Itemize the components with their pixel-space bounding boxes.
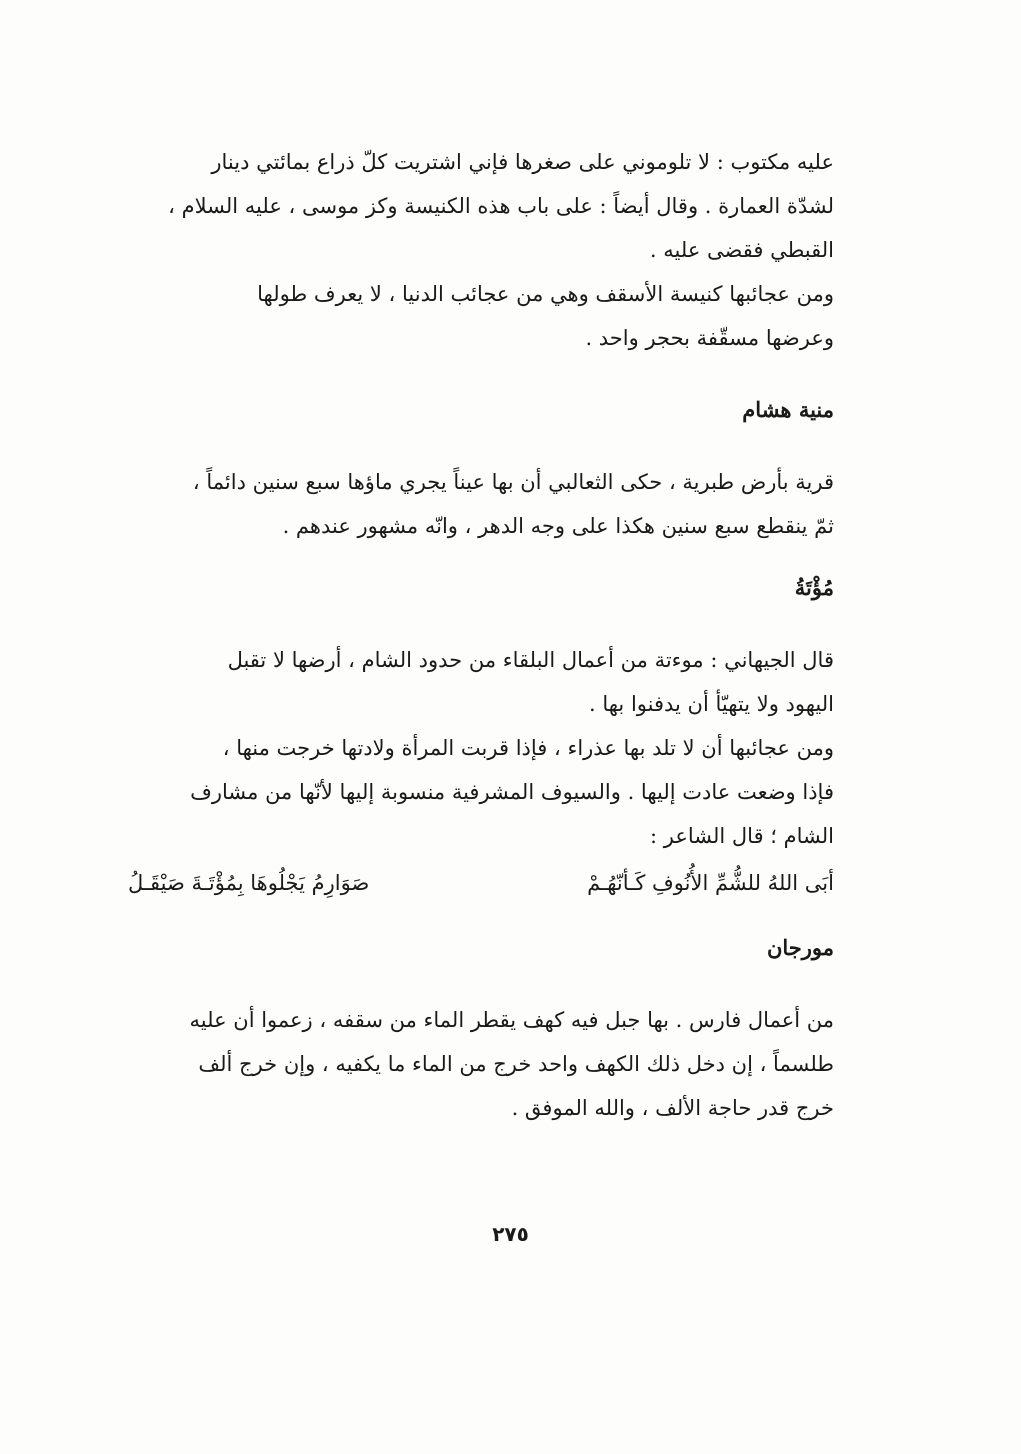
poetry-verse	[128, 858, 834, 908]
paragraph	[128, 726, 834, 858]
text-line: اليهود ولا يتهيّأ أن يدفنوا بها .	[589, 692, 834, 716]
text-line: ومن عجائبها كنيسة الأسقف وهي من عجائب الدنيا ، لا يعرف طولها	[257, 282, 834, 306]
page-body	[128, 140, 834, 1130]
section-heading: منية هشام	[742, 397, 834, 422]
paragraph	[128, 460, 834, 548]
verse-first-hemistich: أبَى اللهُ للشُّمِّ الأُنُوفِ كَـأنّهُـمْ	[587, 871, 834, 895]
paragraph	[128, 638, 834, 726]
text-line: ومن عجائبها أن لا تلد بها عذراء ، فإذا قربت المرأة ولادتها خرجت منها ،	[222, 736, 834, 760]
text-line: وعرضها مسقّفة بحجر واحد .	[585, 326, 834, 350]
text-line: عليه مكتوب : لا تلوموني على صغرها فإني اشتريت كلّ ذراع بمائتي دينار	[211, 150, 834, 174]
text-line: قرية بأرض طبرية ، حكى الثعالبي أن بها عيناً يجري ماؤها سبع سنين دائماً ،	[192, 470, 834, 494]
verse-second-hemistich: صَوَارِمُ يَجْلُوهَا بِمُؤْتَـةَ صَيْقَـلُ	[128, 871, 370, 895]
page-number: ٢٧٥	[492, 1222, 529, 1246]
text-line: قال الجيهاني : موءتة من أعمال البلقاء من حدود الشام ، أرضها لا تقبل	[227, 648, 834, 672]
section-heading: مورجان	[766, 935, 834, 960]
section-heading: مُؤْتَةُ	[794, 575, 834, 600]
text-line: ثمّ ينقطع سبع سنين هكذا على وجه الدهر ، وانّه مشهور عندهم .	[282, 514, 834, 538]
text-line: الشام ؛ قال الشاعر :	[650, 824, 834, 848]
text-line: القبطي فقضى عليه .	[649, 238, 834, 262]
text-line: فإذا وضعت عادت إليها . والسيوف المشرفية منسوبة إليها لأنّها من مشارف	[190, 780, 834, 804]
text-line: لشدّة العمارة . وقال أيضاً : على باب هذه الكنيسة وكز موسى ، عليه السلام ،	[168, 194, 834, 218]
text-line: طلسماً ، إن دخل ذلك الكهف واحد خرج من الماء ما يكفيه ، وإن خرج ألف	[198, 1052, 834, 1076]
paragraph	[128, 998, 834, 1130]
paragraph	[128, 140, 834, 272]
paragraph	[128, 272, 834, 360]
text-line: من أعمال فارس . بها جبل فيه كهف يقطر الماء من سقفه ، زعموا أن عليه	[189, 1008, 834, 1032]
text-line: خرج قدر حاجة الألف ، والله الموفق .	[511, 1096, 834, 1120]
